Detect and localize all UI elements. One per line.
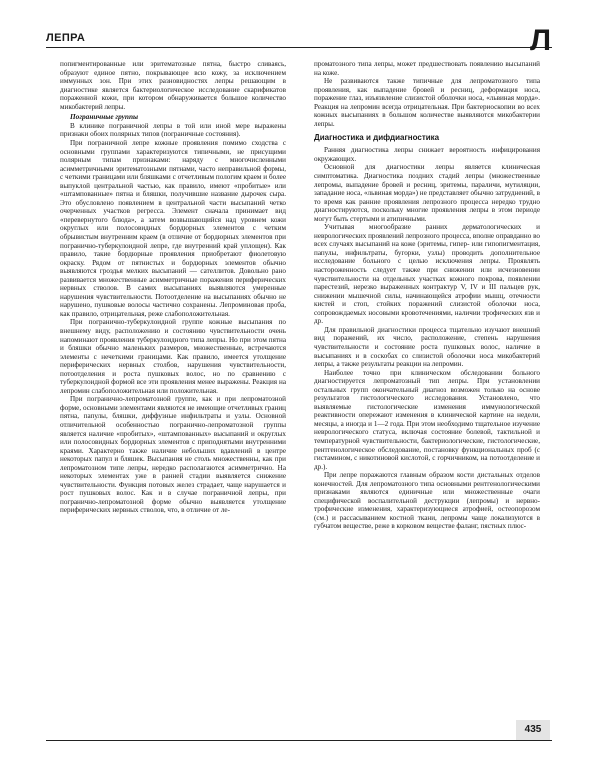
right-column [314,60,540,720]
left-column [60,60,286,720]
section-heading-diagnostics: Диагностика и дифдиагностика [314,133,440,143]
paragraph: Основной для диагностики лепры является клиническая симптоматика. Диагностика поздних стадий лепры (множественные лепромы, выпадение бровей и ресниц, эритемы, параличи, мутиляции, западание носа, «львиная морда») не представляет обычно затруднений, в то время как ранние проявления лепрозного процесса нередко трудно диагностируются, поскольку многие проявления лепры в этом периоде могут быть стертыми и атипичными. [314,163,540,223]
paragraph: Ранняя диагностика лепры снижает вероятность инфицирования окружающих. [314,146,540,163]
paragraph: попигментированные или эритематозные пятна, быстро сливаясь, образуют единое пятно, покрывающее всю кожу, за исключением иммунных зон. При этих разновидностях лепры решающим в диагностике является бактериологическое исследование скарификатов пораженной кожи, при котором обнаруживается большое количество микобактерий лепры. [60,60,286,111]
header-title: ЛЕПРА [46,32,86,44]
page-number: 435 [524,724,542,735]
running-header [46,27,552,48]
section-letter: Л [530,24,552,57]
paragraph: Не развиваются также типичные для лепроматозного типа проявления, как выпадение бровей и ресниц, деформация носа, поражение глаз, изъязвление слизистой оболочки носа, «львиная морда». Реакция на лепромин всегда отрицательная. При бактериоскопии во всех кожных высыпаниях в большом количестве выявляются микобактерии лепры. [314,77,540,128]
paragraph: При погранично-лепроматозной группе, как и при лепроматозной форме, основными элементами являются не имеющие отчетливых границ пятна, папулы, бляшки, диффузные инфильтраты и узлы. Основной отличительной особенностью погранично-лепроматозной группы является наличие «пробитых», «штампованных» высыпаний и округлых или полосовидных бордюрных элементов с приподнятыми внутренними краями. Характерно также наличие небольших вдавлений в центре некоторых папул и бляшек. Высыпания не столь множественны, как при лепроматозном типе лепры, нередко располагаются асимметрично. На некоторых элементах уже в ранней стадии выявляется снижение чувствительности. Функция потовых желез страдает, чаще нарушается и рост пушковых волос. Как и в случае пограничной лепры, при погранично-лепроматозной форме обычно выявляется утолщение периферических нервных стволов, что, в отличие от ле- [60,395,286,515]
paragraph: Наиболее точно при клиническом обследовании больного диагностируется лепроматозный тип лепры. При установлении остальных групп окончательный диагноз возможен только на основе результатов гистологического исследования. Установлено, что выявляемые гистологические изменения иммунологической реактивности опережают изменения в клинической картине на недели, месяцы, а иногда и 1—2 года. При этом необходимо тщательное изучение неврологического статуса, включая состояние болевой, тактильной и температурной чувствительности, бактериологические, гистологические, рентгенологическое обследование, постановку функциональных проб (с гистамином, с никотиновой кислотой, с горчичником, на потоотделение и др.). [314,368,540,471]
paragraph: Для правильной диагностики процесса тщательно изучают внешний вид поражений, их число, расположение, степень нарушения чувствительности и состояние роста пушковых волос, наличие в высыпаниях и в соскобах со слизистой оболочки носа микобактерий лепры, а также результаты реакции на лепромин. [314,325,540,369]
paragraph: При лепре поражаются главным образом кости дистальных отделов конечностей. Для лепроматозного типа основными рентгенологическими признаками являются единичные или множественные очаги специфической воспалительной деструкции (лепромы) и нервно-трофические изменения, характеризующиеся атрофией, остеопорозом (см.) и рассасыванием костной ткани, лепромы чаще локализуются в губчатом веществе, реже в корковом веществе фаланг, пястных плюс- [314,471,540,531]
paragraph: Учитывая многообразие ранних дерматологических и неврологических проявлений лепрозного процесса, вполне оправданно во всех случаях высыпаний на коже (эритемы, гипер- или гипопигментация, папулы, инфильтраты, бугорки, узлы) проводить дополнительное исследование больного с целью исключения лепры. Проявлять настороженность следует также при снижении или исчезновении чувствительности на отдельных участках кожного покрова, появлении парестезий, нерезко выраженных контрактур V, IV и III пальцев рук, снижении мышечной силы, начинающейся атрофии мышц, отечности кистей и стоп, стойких поражений слизистой оболочки носа, сопровождаемых носовыми кровотечениями, наличии трофических язв и др. [314,223,540,326]
page-number-box [516,720,550,740]
paragraph: При погранично-туберкулоидной группе кожные высыпания по внешнему виду, расположению и состоянию чувствительности очень напоминают проявления туберкулоидного типа лепры. Но при этом пятна и бляшки обычно маленьких размеров, множественные, встречаются элементы с нечеткими границами. Как правило, имеется утолщение периферических нервных столбов, нарушения чувствительности, потоотделения и роста пушковых волос, но по сравнению с туберкулоидной формой все эти проявления менее выражены. Реакция на лепромин слабоположительная или положительная. [60,318,286,395]
bottom-rule [46,740,552,741]
subsection-heading-borderline: Пограничные группы [70,112,139,122]
paragraph: При пограничной лепре кожные проявления помимо сходства с основными группами характеризуются типичными, не присущими полярным типам признаками: наряду с многочисленными асимметричными эритематозными пятнами, часто неправильной формы, с четкими границами или бляшками с отчетливым пологим краем и более выпуклой центральной частью, как правило, имеют «пробитые» или «штампованные» пятна и бляшки, получившие название дырочек сыра. Это обусловлено появлением в центральной части высыпаний четко очерченных участков регресса. Элемент сначала принимает вид «перевернутого блюда», а затем возвышающийся над уровнем кожи округлых или полосовидных бордюрных элементов с четким обрывистым внутренним краем (в отличие от бордюрных элементов при погранично-туберкулоидной лепре, где внутренний край уплощен). Как правило, такие бордюрные проявления приобретают фиолетовую окраску. Рядом от пятнистых и бордюрных элементов обычно выявляются гроздья мелких высыпаний — сателлитов. Довольно рано развивается множественные асимметричные поражения периферических нервных стволов. В самих высыпаниях выявляются умеренные нарушения чувствительности. Потоотделение на высыпаниях обычно не нарушено, пушковые волосы частично сохранены. Лепроминовая проба, как правило, отрицательная, реже слабоположительная. [60,138,286,318]
paragraph: проматозного типа лепры, может предшествовать появлению высыпаний на коже. [314,60,540,77]
paragraph: В клинике пограничной лепры в той или иной мере выражены признаки обоих полярных типов (пограничные состояния). [60,121,286,139]
